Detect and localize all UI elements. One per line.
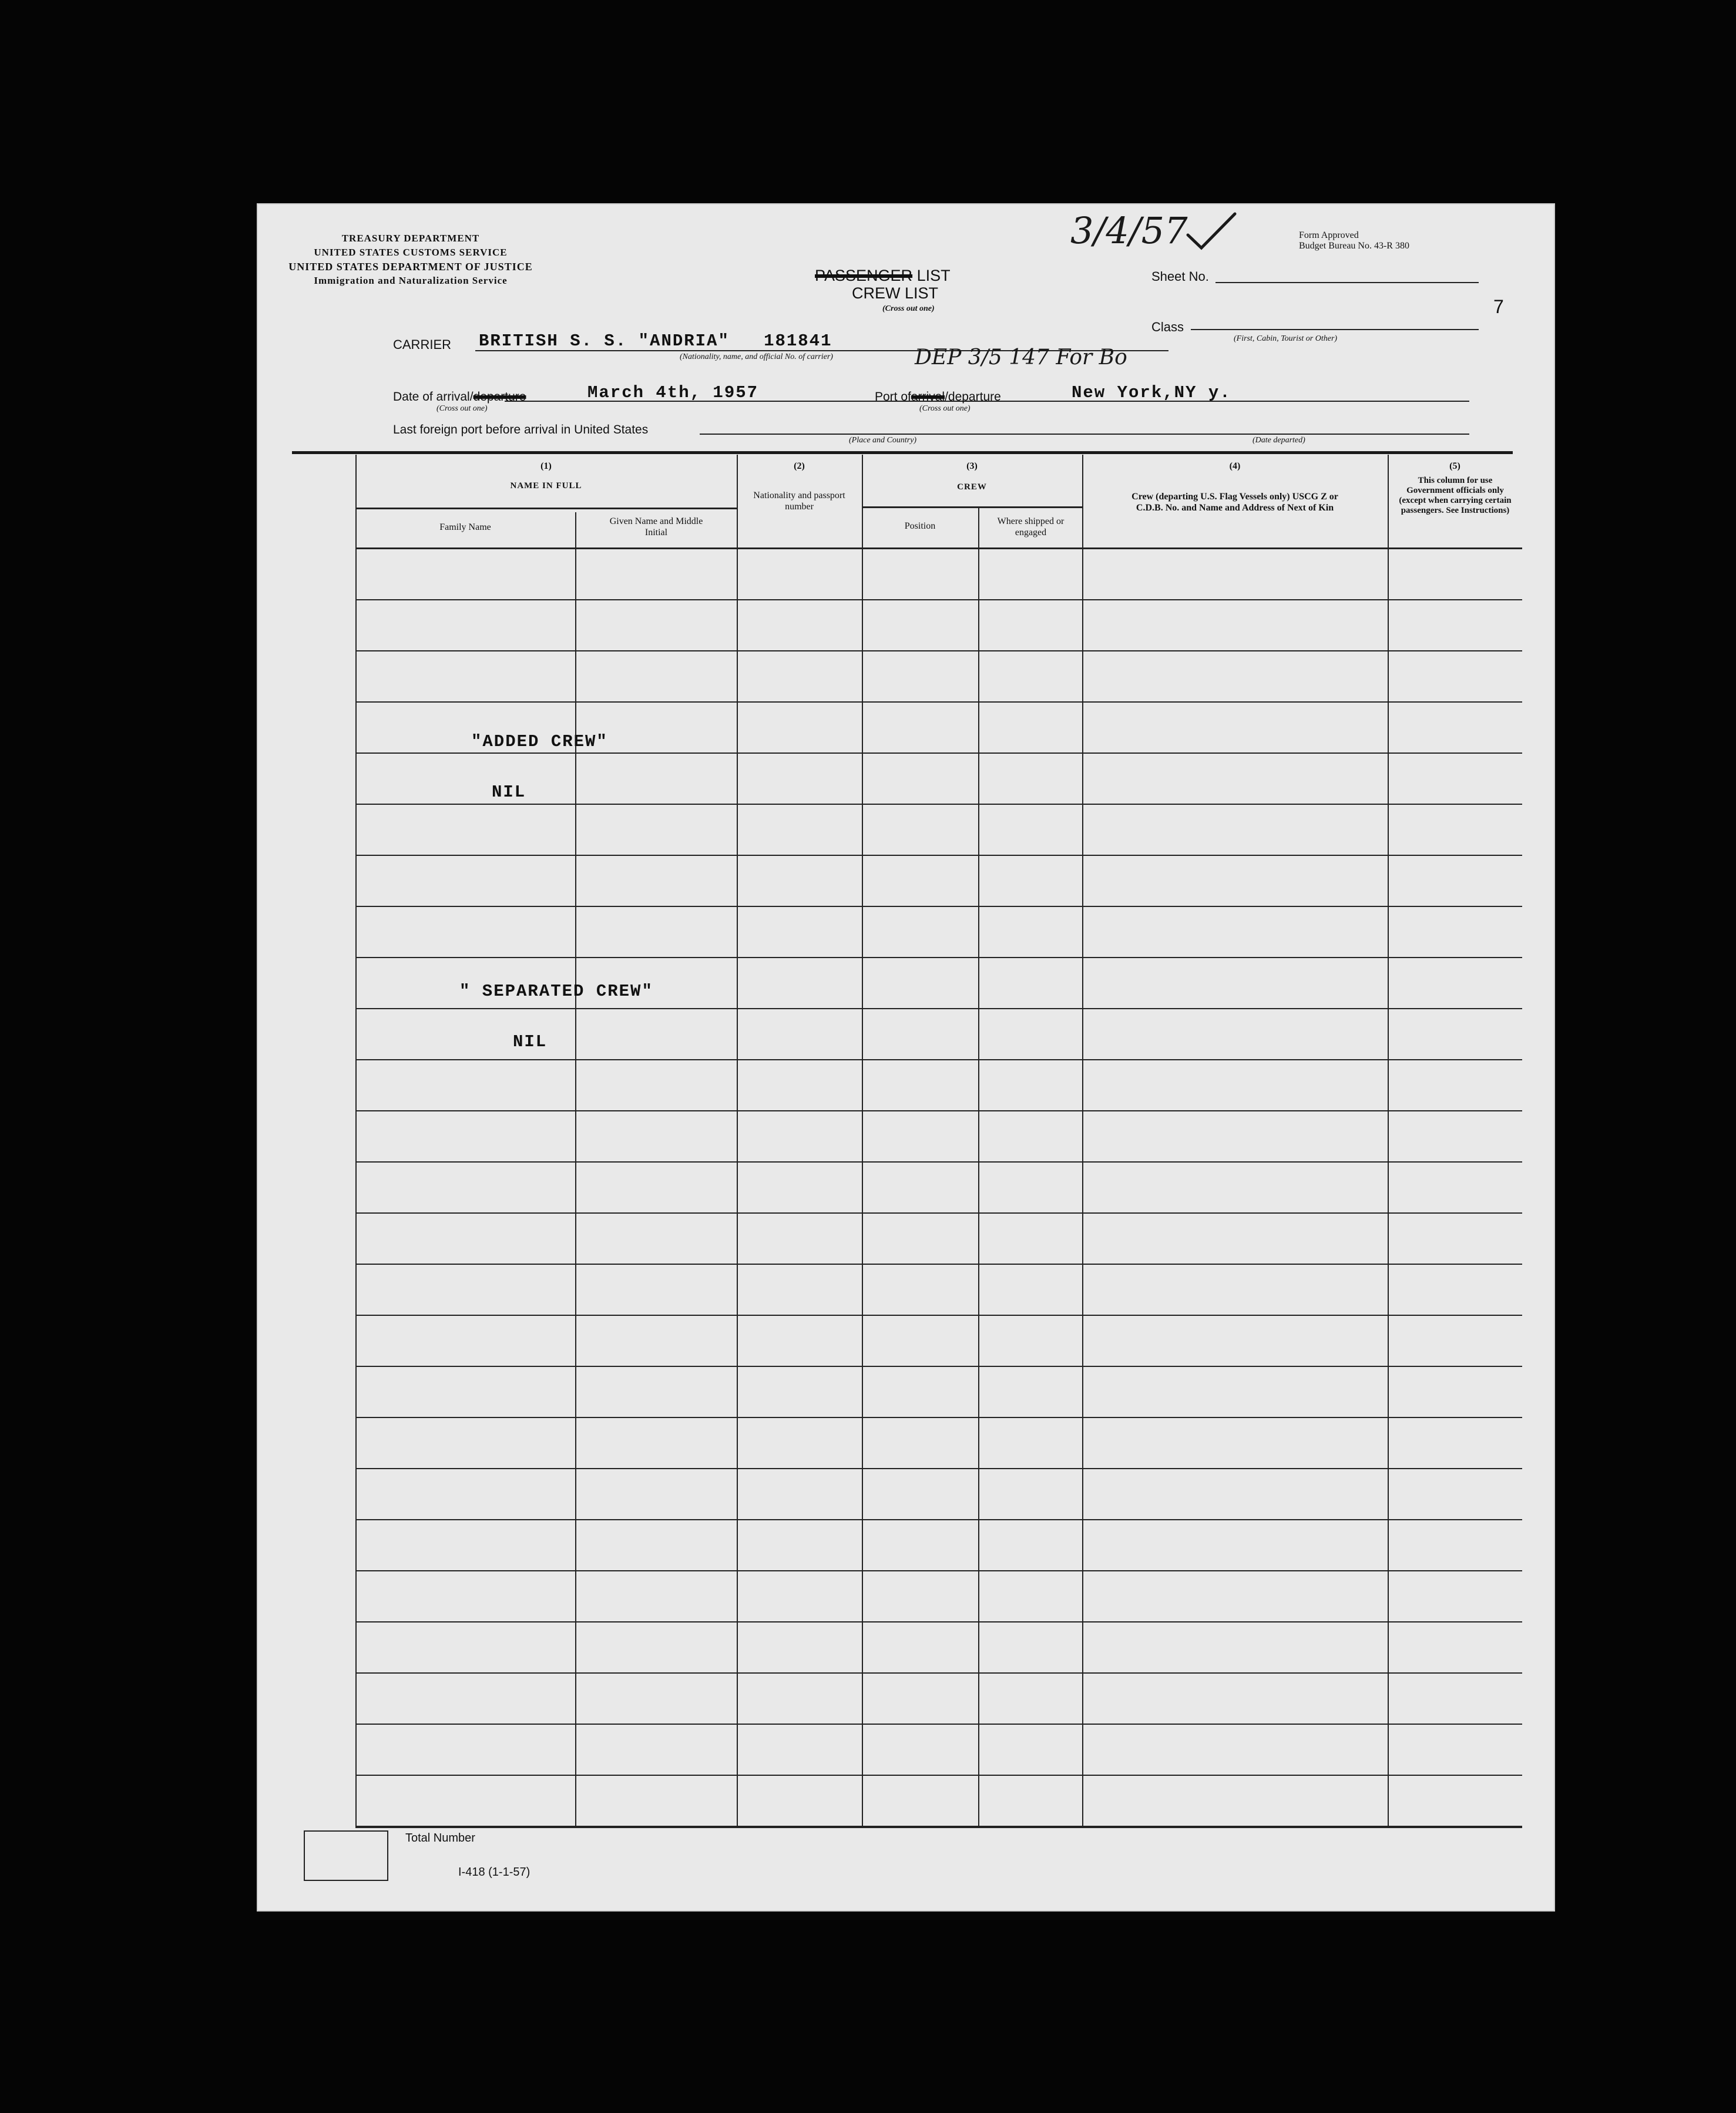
form-number: I-418 (1-1-57) (458, 1866, 530, 1879)
header-bottom-rule (355, 547, 1522, 549)
col3b-where-shipped: Where shipped or engaged (997, 516, 1065, 538)
crew-list-title: CREW LIST (852, 284, 939, 302)
class-line (1191, 329, 1479, 330)
arrival-line (505, 401, 1103, 402)
col-divider-6 (1388, 455, 1389, 1826)
row-line (355, 701, 1522, 703)
row-line (355, 1366, 1522, 1367)
row-line (355, 650, 1522, 651)
row-line (355, 906, 1522, 907)
col-divider-4 (978, 508, 979, 1826)
total-number-label: Total Number (405, 1832, 475, 1845)
sheet-line (1215, 282, 1479, 283)
port-label-b: /departure (945, 390, 1001, 404)
row-line (355, 1724, 1522, 1725)
row-line (355, 1672, 1522, 1674)
row-line (355, 1621, 1522, 1622)
port-label (875, 390, 1001, 404)
port-cross-out: (Cross out one) (919, 404, 971, 413)
row-line (355, 599, 1522, 600)
row-line (355, 855, 1522, 856)
row-line (355, 1110, 1522, 1111)
port-value: New York,NY y. (1072, 383, 1231, 402)
col3-title: CREW (957, 482, 987, 492)
form-sheet (257, 203, 1555, 1912)
port-struck: arrival (911, 390, 945, 404)
row-line (355, 1315, 1522, 1316)
carrier-value: BRITISH S. S. "ANDRIA" 181841 (479, 331, 832, 351)
row-line (355, 957, 1522, 958)
port-line (1039, 401, 1469, 402)
row-line (355, 1519, 1522, 1520)
list-type (815, 267, 951, 285)
col2-title: Nationality and passport number (753, 491, 845, 512)
last-port-label: Last foreign port before arrival in United States (393, 423, 649, 436)
header-rule (292, 451, 1513, 454)
col3-number: (3) (966, 461, 978, 471)
col1-title: NAME IN FULL (510, 481, 582, 491)
row-line (355, 1264, 1522, 1265)
agency-header (276, 231, 546, 288)
row-line (355, 804, 1522, 805)
class-label: Class (1151, 320, 1184, 334)
col1b-given-name: Given Name and Middle Initial (609, 516, 703, 538)
carrier-hint: (Nationality, name, and official No. of carrier) (680, 352, 833, 361)
port-label-a: Port of (875, 390, 911, 404)
col3-sub-rule (862, 506, 1082, 508)
added-crew-heading: "ADDED CREW" (471, 732, 608, 751)
col5-title: This column for use Government officials only (except when carrying certain passengers. See Instructions) (1399, 476, 1512, 515)
row-line (355, 1059, 1522, 1060)
arrival-label (393, 390, 526, 404)
row-line (355, 1161, 1522, 1163)
handwritten-date: 3/4/57 (1070, 209, 1188, 252)
budget-bureau-text: Budget Bureau No. 43-R 380 (1299, 241, 1409, 251)
sheet-label: Sheet No. (1151, 269, 1209, 284)
page-number: 7 (1493, 296, 1504, 317)
list-cross-out-hint: (Cross out one) (882, 304, 935, 313)
list-word: LIST (916, 267, 951, 284)
passenger-struck: PASSENGER (815, 267, 913, 284)
agency-justice: UNITED STATES DEPARTMENT OF JUSTICE (288, 261, 533, 273)
row-line (355, 1417, 1522, 1418)
col1-sub-rule (355, 508, 737, 509)
form-approved-text: Form Approved (1299, 230, 1359, 240)
separated-crew-nil: NIL (513, 1032, 548, 1052)
row-line (355, 753, 1522, 754)
carrier-label: CARRIER (393, 337, 452, 352)
col4-number: (4) (1229, 461, 1241, 471)
total-number-box (304, 1830, 388, 1881)
row-line (355, 1468, 1522, 1469)
table-left-border (355, 455, 357, 1826)
added-crew-nil: NIL (492, 782, 526, 802)
col1a-family-name: Family Name (439, 522, 491, 532)
col2-number: (2) (794, 461, 805, 471)
col-divider-3 (862, 455, 863, 1826)
date-hint: (Date departed) (1253, 436, 1305, 445)
col4-title: Crew (departing U.S. Flag Vessels only) USCG Z or C.D.B. No. and Name and Address of Next of Kin (1131, 492, 1338, 513)
row-line (355, 1008, 1522, 1009)
separated-crew-heading: " SEPARATED CREW" (459, 982, 653, 1001)
col3a-position: Position (904, 521, 936, 531)
col1-number: (1) (540, 461, 552, 471)
class-hint: (First, Cabin, Tourist or Other) (1234, 334, 1338, 343)
form-approved (1299, 230, 1409, 251)
col-divider-2 (737, 455, 738, 1826)
arrival-struck: departure (473, 390, 526, 404)
table-bottom-rule (355, 1826, 1522, 1828)
row-line (355, 1775, 1522, 1776)
row-line (355, 1212, 1522, 1214)
col5-number: (5) (1449, 461, 1460, 471)
arrival-cross-out: (Cross out one) (436, 404, 488, 413)
agency-ins: Immigration and Naturalization Service (314, 275, 508, 286)
agency-customs: UNITED STATES CUSTOMS SERVICE (314, 247, 508, 258)
check-mark-icon (1185, 211, 1238, 253)
arrival-value: March 4th, 1957 (587, 383, 759, 402)
handwritten-note: DEP 3/5 147 For Bo (915, 345, 1127, 369)
agency-treasury: TREASURY DEPARTMENT (341, 233, 480, 244)
date-departed-line (1113, 434, 1469, 435)
arrival-label-text: Date of arrival/ (393, 390, 474, 404)
col-divider-1 (575, 512, 576, 1826)
row-line (355, 1570, 1522, 1571)
col-divider-5 (1082, 455, 1083, 1826)
place-hint: (Place and Country) (849, 436, 917, 445)
